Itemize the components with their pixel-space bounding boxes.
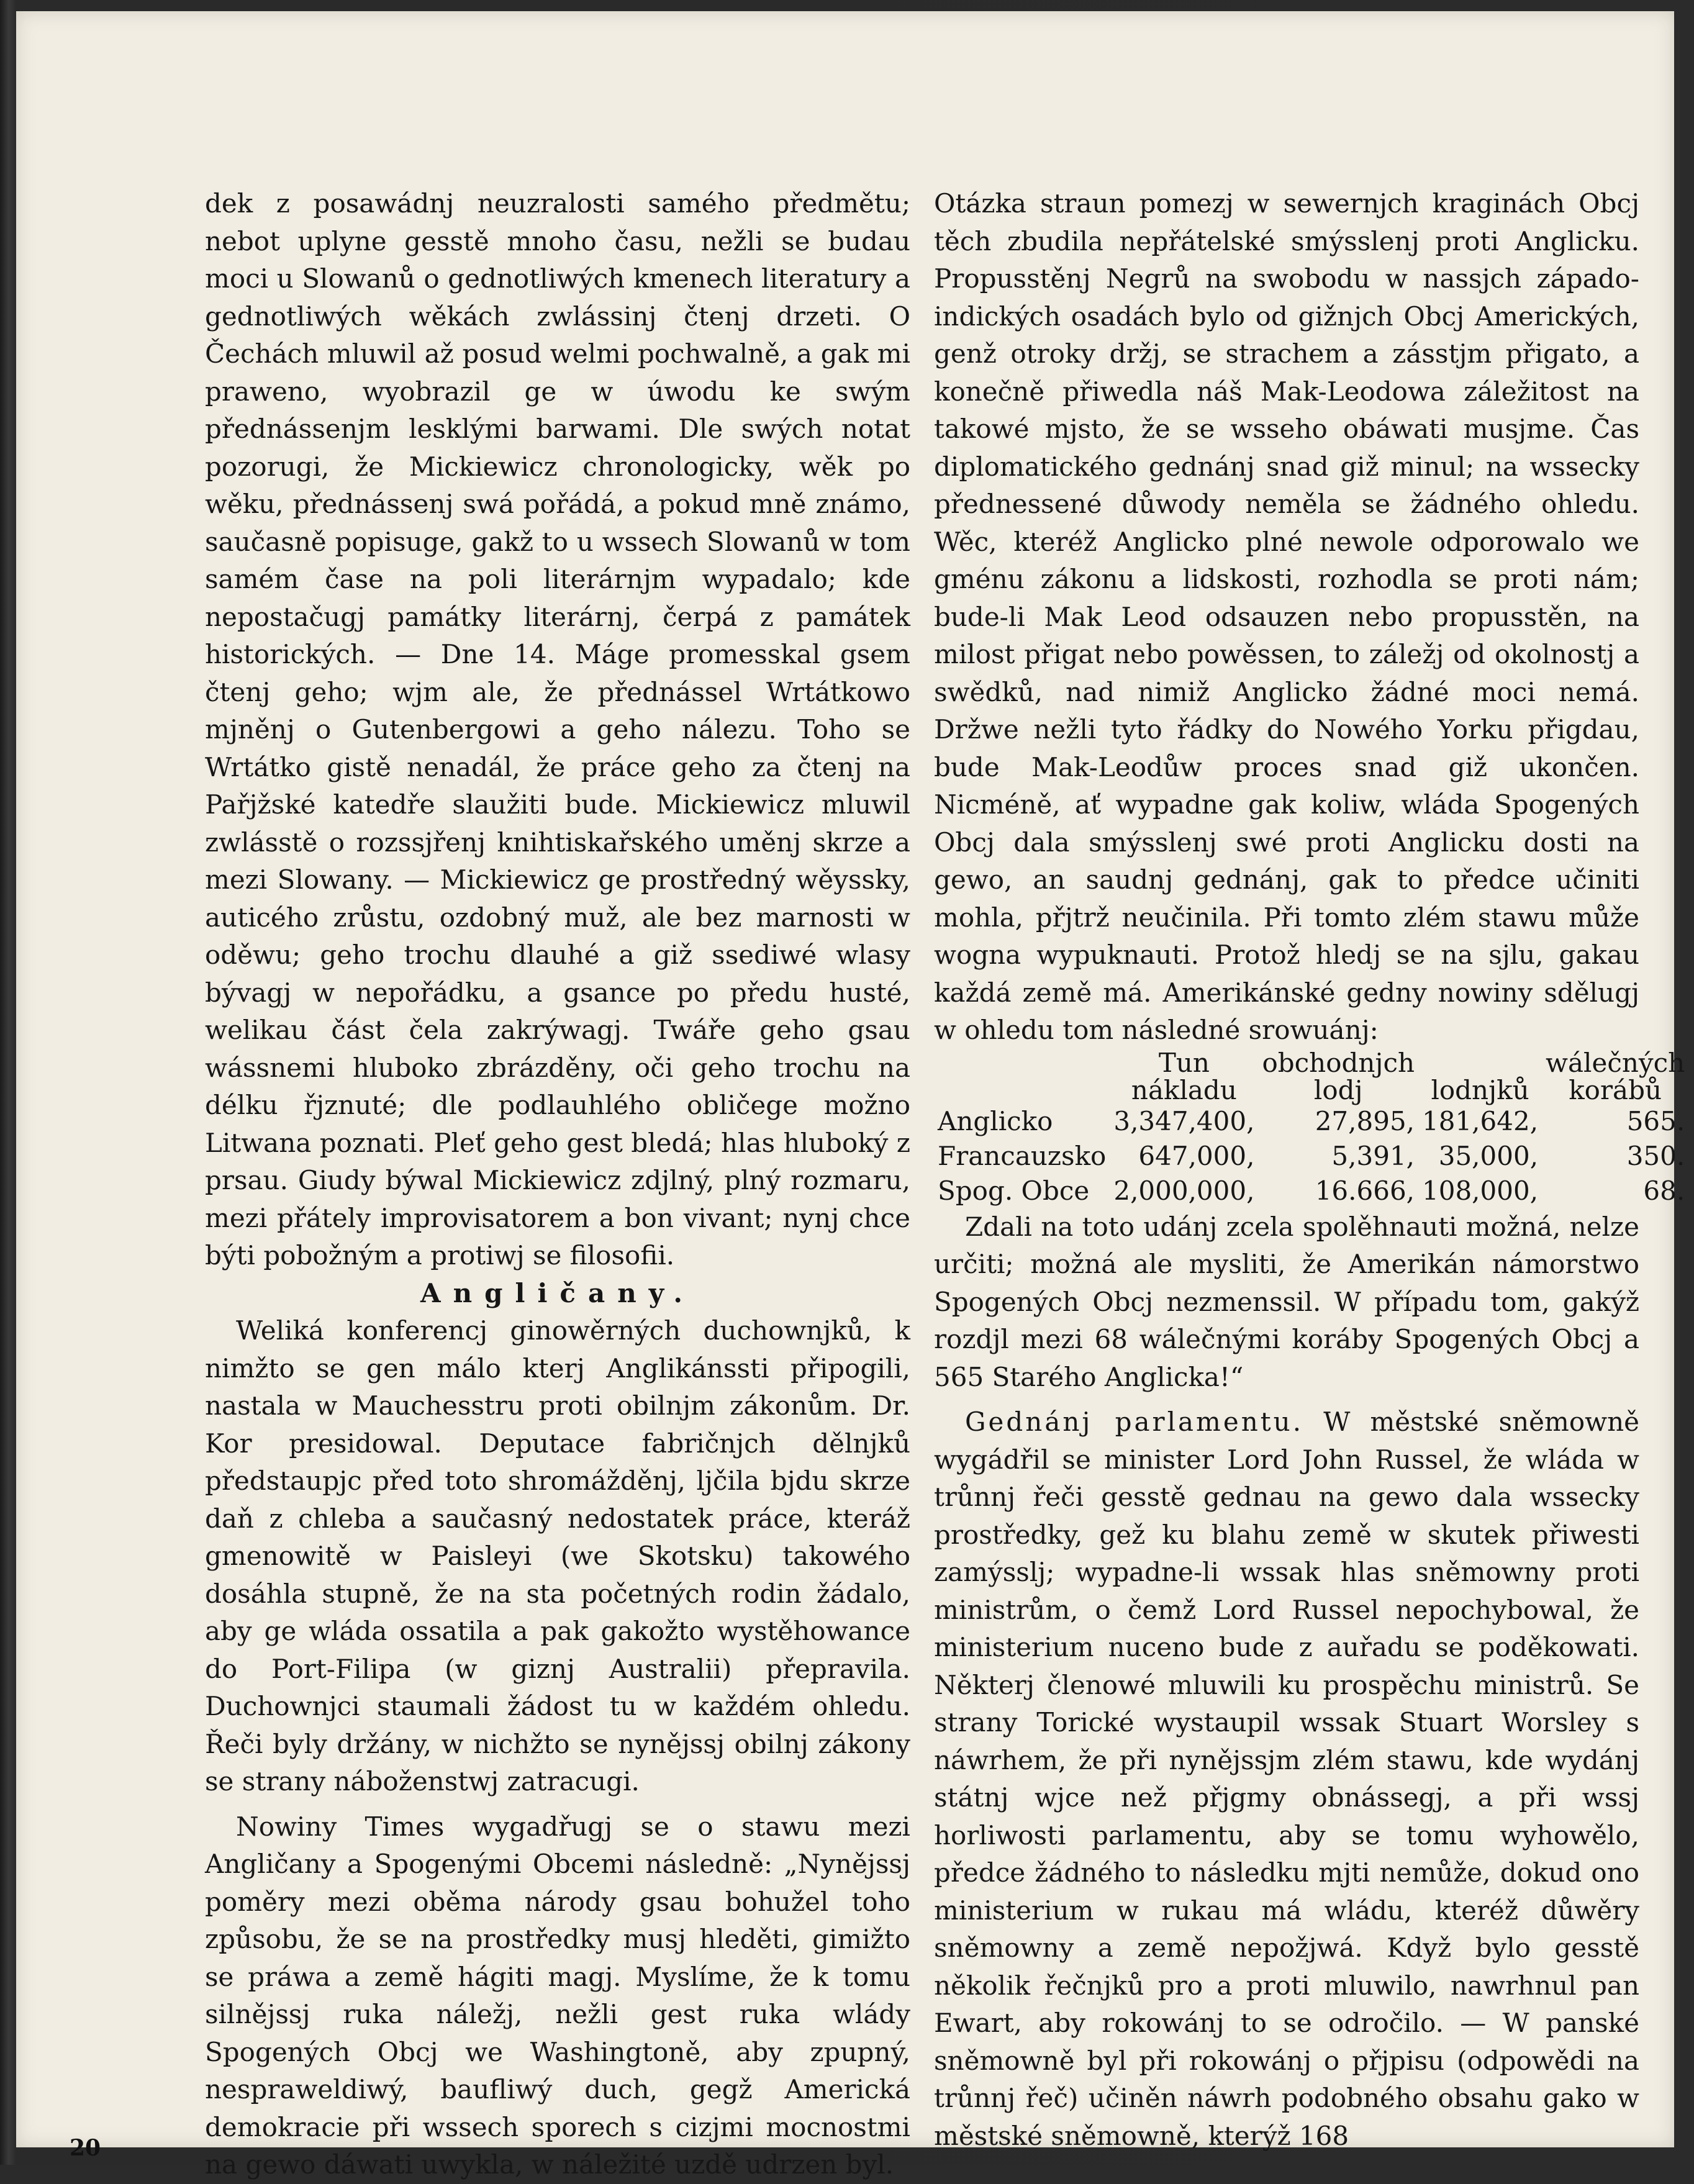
table-cell: 2,000,000,	[1113, 1175, 1255, 1206]
table-header-cell: wálečných korábů	[1546, 1047, 1685, 1105]
table-cell: 108,000,	[1422, 1175, 1539, 1206]
subsection-title: Gednánj parlamentu.	[965, 1407, 1304, 1437]
table-cell: 68.	[1643, 1175, 1685, 1206]
left-paragraph-1: dek z posawádnj neuzralosti samého předmětu; nebot uplyne gesstě mnoho času, nežli se budau moci u Slowanů o gednotliwých kmenech literatury a gednotliwých wěkách zwlássinj čtenj drzeti. O Čechách mluwil až posud welmi pochwalně, a gak mi praweno, wyobrazil ge w úwodu ke swým přednássenjm lesklými barwami. Dle swých notat pozorugi, že Mickiewicz chronologicky, wěk po wěku, přednássenj swá pořádá, a pokud mně známo, saučasně popisuge, gakž to u wssech Slowanů w tom samém čase na poli literárnjm wypadalo; kde nepostačugj památky literárnj, čerpá z památek historických. — Dne 14. Máge promesskal gsem čtenj geho; wjm ale, že přednássel Wrtátkowo mjněnj o Gutenbergowi a geho nálezu. Toho se Wrtátko gistě nenadál, že práce geho za čtenj na Pařjžské katedře slaužiti bude. Mickiewicz mluwil zwlásstě o rozssjřenj knihtiskařského uměnj skrze a mezi Slowany. — Mickiewicz ge prostředný wěyssky, auticého zrůstu, ozdobný muž, ale bez marnosti w oděwu; geho trochu dlauhé a giž ssediwé wlasy bývagj w nepořádku, a gsance po předu husté, welikau část čela zakrýwagj. Twáře geho gsau wássnemi hluboko zbrázděny, oči geho trochu na délku řjznuté; dle podlauhlého obličege možno Litwana poznati. Pleť geho gest bledá; hlas hluboký z prsau. Giudy býwal Mickiewicz zdjlný, plný rozmaru, mezi přátely improvisatorem a bon vivant; nynj chce býti pobožným a protiwj se filosofii.	[205, 188, 910, 1271]
page-number-fragment: 20	[70, 2135, 101, 2161]
subsection-text: W městské sněmowně wygádřil se minister Lord John Russel, že wláda w trůnnj řeči gesstě gednau na gewo dala wssecky prostředky, gež ku blahu země w skutek přiwesti zamýsslj; wypadne-li wssak hlas sněmowny proti ministrům, o čemž Lord Russel nepochybowal, že ministerium nuceno bude z auřadu se poděkowati. Některj členowé mluwili ku prospěchu ministrů. Se strany Torické wystaupil wssak Stuart Worsley s náwrhem, že při nynějssjm zlém stawu, kde wydánj státnj wjce než přjgmy obnássegj, a při wssj horliwosti parlamentu, aby se tomu wyhowělo, předce žádného to následku mjti nemůže, dokud ono ministerium w rukau má wládu, kteréž důwěry sněmowny a země nepožjwá. Když bylo gesstě několik řečnjků pro a proti mluwilo, nawrhnul pan Ewart, aby rokowánj to se odročilo. — W panské sněmowně byl při rokowánj o přjpisu (odpowědi na trůnnj řeč) učiněn náwrh podobného obsahu gako w městské sněmowně, kterýž 168	[934, 1407, 1639, 2151]
table-cell: Francauzsko	[938, 1140, 1107, 1171]
table-header-cell	[934, 1049, 1110, 1104]
left-paragraph-2: Weliká konferencj ginowěrných duchownjků, k nimžto se gen málo kterj Anglikánssti připogili, nastala w Mauchesstru proti obilnjm zákonům. Dr. Kor presidowal. Deputace fabričnjch dělnjků předstaupjc před toto shromážděnj, ljčila bjdu skrze daň z chleba a saučasný nedostatek práce, kteráž gmenowitě w Paisleyi (we Skotsku) takowého dosáhla stupně, že na sta početných rodin žádalo, aby ge wláda ossatila a pak gakožto wystěhowance do Port-Filipa (w giznj Australii) přepravila. Duchownjci staumali žádost tu w každém ohledu. Řeči byly držány, w nichžto se nynějssj obilnj zákony se strany náboženstwj zatracugi.	[205, 1315, 910, 1797]
table-header-row	[934, 1049, 1688, 1104]
table-cell: 3,347,400,	[1113, 1105, 1255, 1136]
table-cell: Spog. Obce	[938, 1175, 1090, 1206]
table-row	[934, 1139, 1688, 1174]
right-paragraph-2: Zdali na toto udánj zcela spolěhnauti možná, nelze určiti; možná ale mysliti, že Amerikán námorstwo Spogených Obcj nezmenssil. W případu tom, gakýž rozdjl mezi 68 wálečnými koráby Spogených Obcj a 565 Starého Anglicka!“	[934, 1211, 1639, 1392]
table-cell: 5,391,	[1331, 1140, 1415, 1171]
table-header-cell: Tun nákladu	[1131, 1047, 1237, 1105]
book-page	[16, 11, 1685, 2180]
table-cell: Anglicko	[938, 1105, 1053, 1136]
paragraph-gap	[934, 1396, 1639, 1403]
table-cell: 16.666,	[1315, 1175, 1415, 1206]
right-column	[934, 185, 1685, 2155]
right-paragraph-3	[934, 1403, 1639, 2155]
table-cell: 35,000,	[1438, 1140, 1539, 1171]
naval-statistics-table	[934, 1049, 1688, 1208]
left-paragraph-3: Nowiny Times wygadřugj se o stawu mezi Angličany a Spogenými Obcemi následně: „Nynějssj poměry mezi oběma národy gsau bohužel toho způsobu, že se na prostředky musj hleděti, gimižto se práwa a země hágiti magj. Myslíme, že k tomu silnějssj ruka náležj, nežli gest ruka wlády Spogených Obcj we Washingtoně, aby zpupný, nespraweldiwý, baufliwý duch, gegž Americká demokracie při wssech sporech s cizjmi mocnostmi na gewo dáwati uwykla, w náležité uzdě udrzen byl.	[205, 1811, 910, 2180]
section-heading-anglicany: Angličany.	[420, 1277, 695, 1308]
table-cell: 181,642,	[1422, 1105, 1539, 1136]
table-row	[934, 1174, 1688, 1208]
table-header-cell: lodnjků	[1431, 1074, 1529, 1105]
table-cell: 647,000,	[1138, 1140, 1255, 1171]
table-cell: 565.	[1626, 1105, 1685, 1136]
table-row	[934, 1104, 1688, 1139]
table-cell: 350.	[1626, 1140, 1685, 1171]
right-paragraph-1: Otázka straun pomezj w sewernjch kraginách Obcj těch zbudila nepřátelské smýsslenj proti Anglicku. Propusstěnj Negrů na swobodu w nassjch západo-indických osadách bylo od gižnjch Obcj Amerických, genž otroky držj, se strachem a zásstjm přigato, a konečně přiwedla náš Mak-Leodowa záležitost na takowé mjsto, že se wsseho obáwati musjme. Čas diplomatického gednánj snad giž minul; na wssecky přednessené důwody neměla se žádného ohledu. Wěc, kteréž Anglicko plné newole odporowalo we gménu zákonu a lidskosti, rozhodla se proti nám; bude-li Mak Leod odsauzen nebo propusstěn, na milost přigat nebo powěssen, to záležj od okolnostj a swědků, nad nimiž Anglicko žádné moci nemá. Držwe nežli tyto řádky do Nowého Yorku přigdau, bude Mak-Leodůw proces snad giž ukončen. Nicméně, ať wypadne gak koliw, wláda Spogených Obcj dala smýsslenj swé proti Anglicku dosti na gewo, an saudnj gednánj, gak to předce učiniti mohla, přjtrž neučinila. Při tomto zlém stawu může wogna wypuknauti. Protož hledj se na sjlu, gakau každá země má. Amerikánské gedny nowiny sdělugj w ohledu tom následné srowuánj:	[934, 188, 1639, 1045]
left-column	[205, 185, 910, 2184]
table-header-cell: obchodnjch lodj	[1262, 1047, 1415, 1105]
paragraph-gap	[205, 1801, 910, 1808]
table-cell: 27,895,	[1315, 1105, 1415, 1136]
